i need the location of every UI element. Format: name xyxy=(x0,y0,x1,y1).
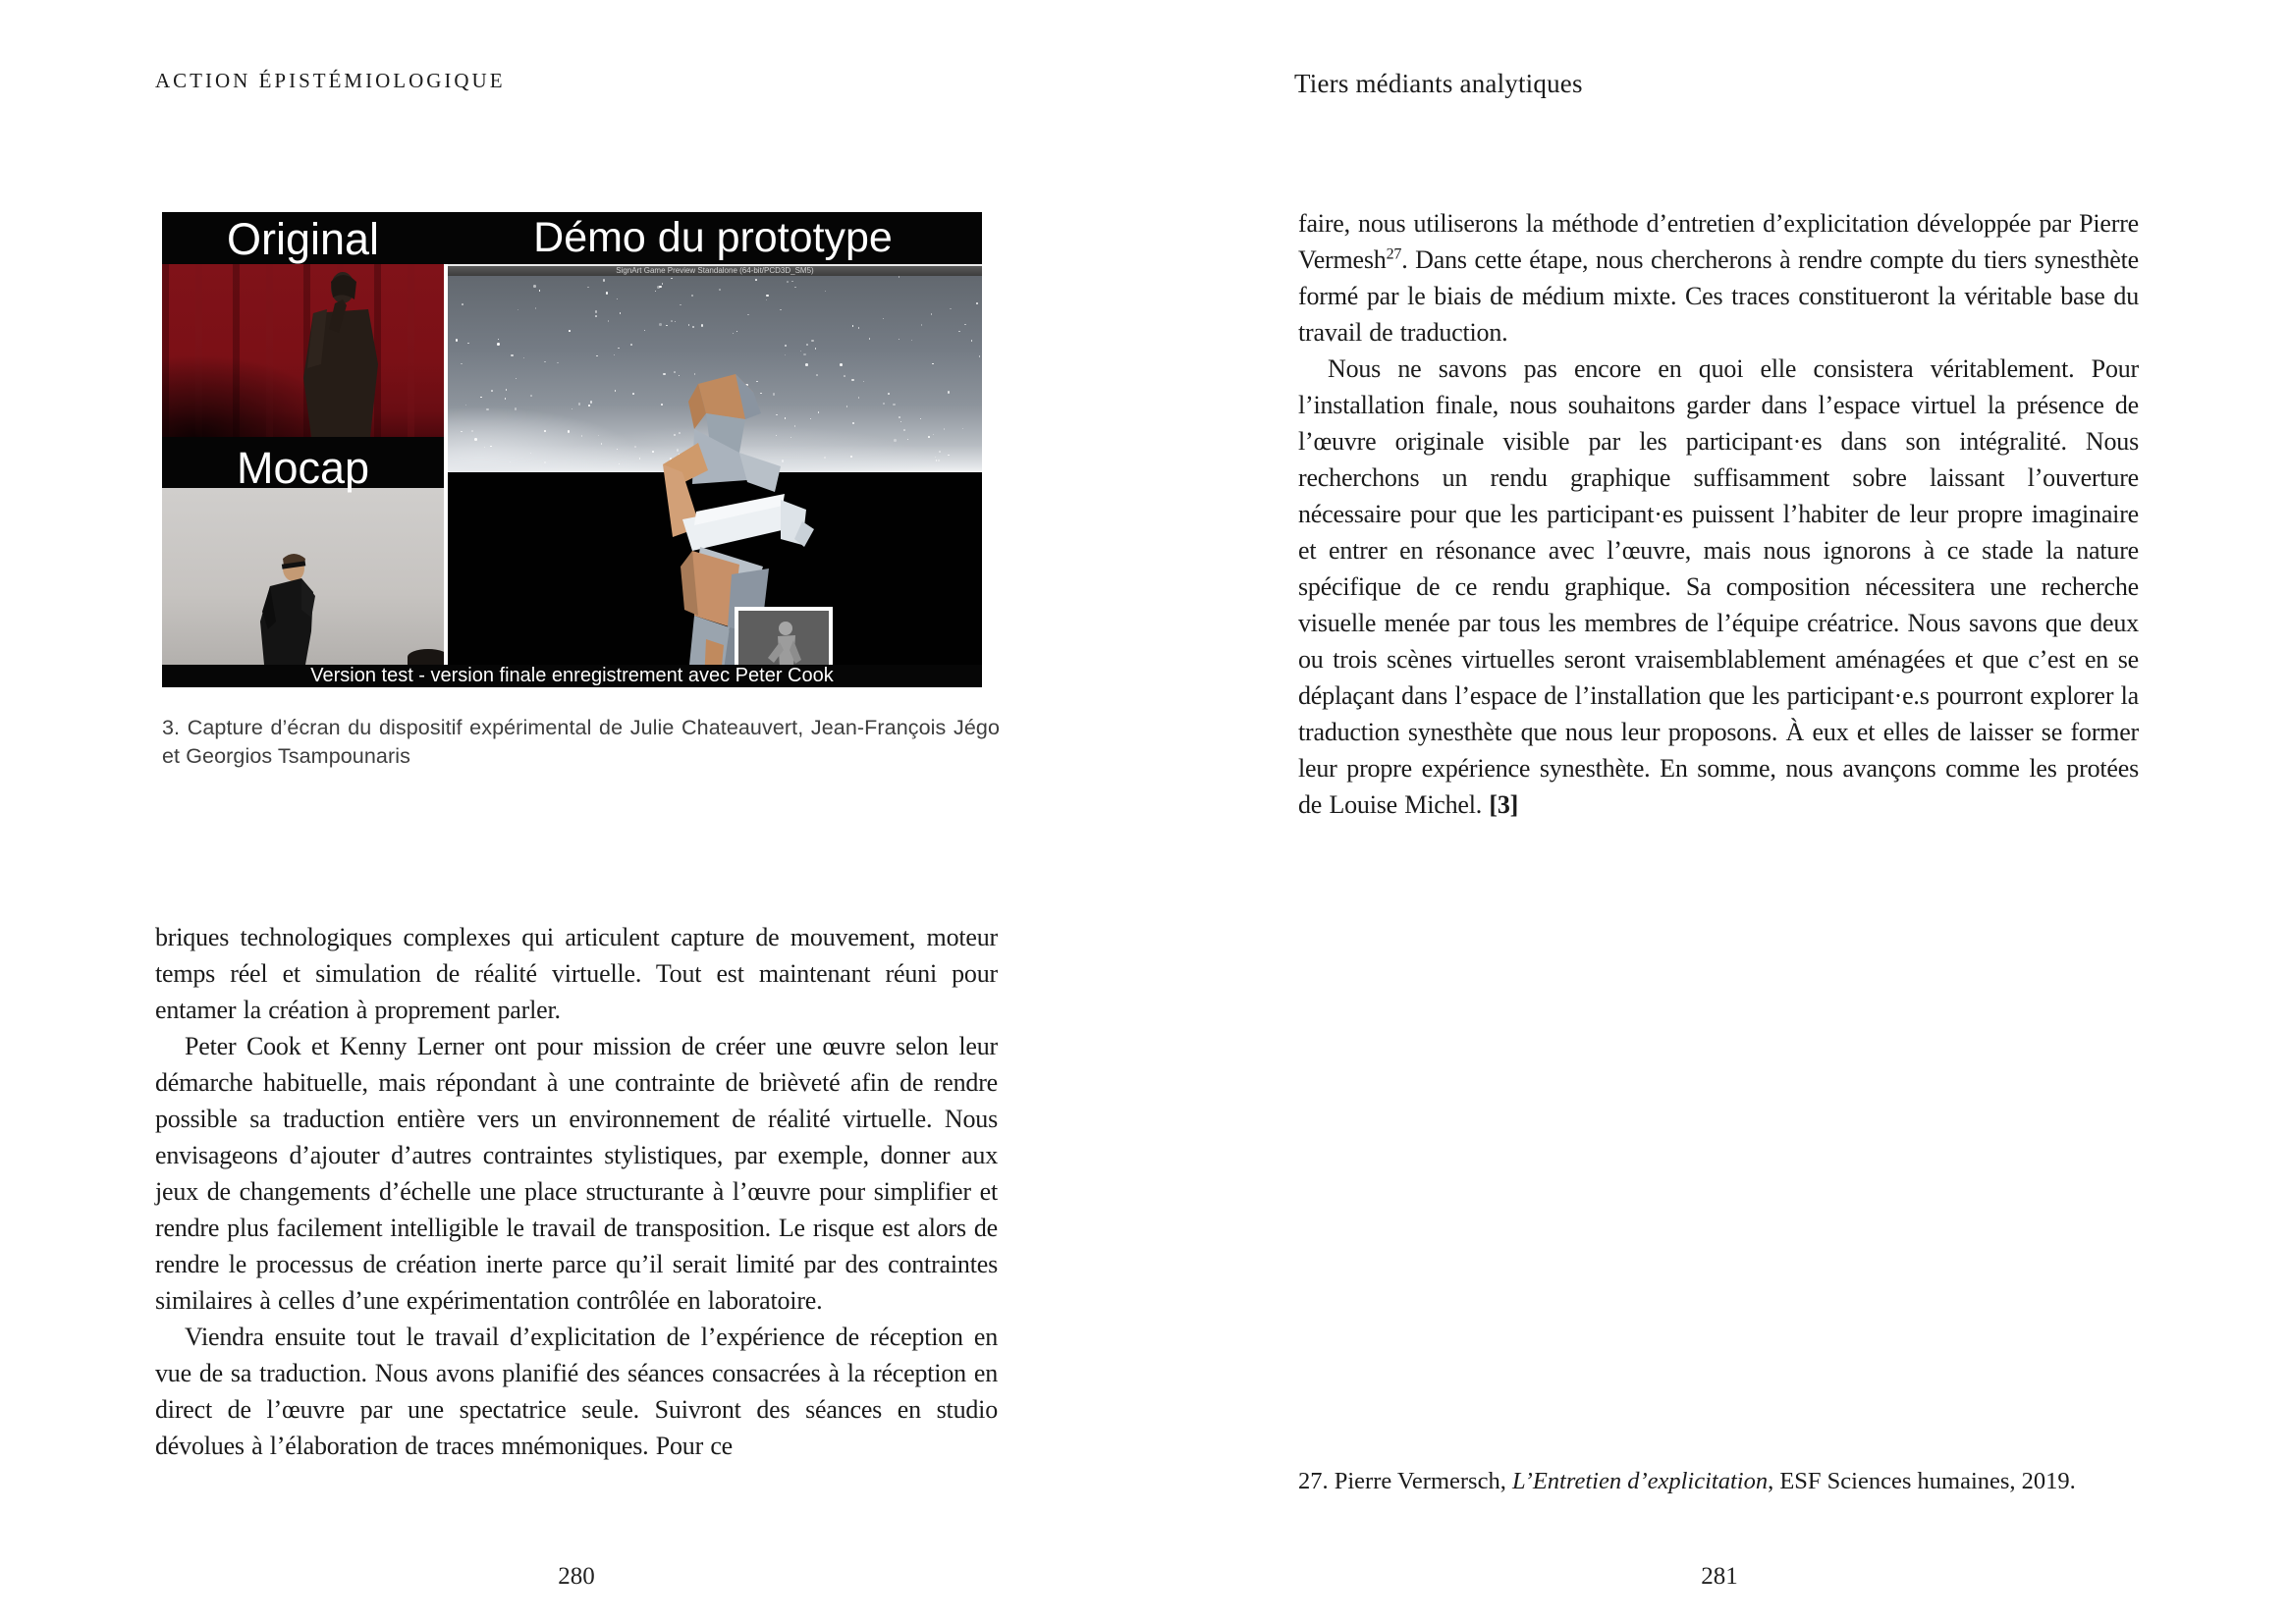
text-segment: . Dans cette étape, nous chercherons à rendre compte du tiers synesthète formé par le biais de médium mixte. Ces traces constitueront la véritable base du travail de traduction. xyxy=(1298,245,2139,347)
figure-caption-bar: Version test - version finale enregistrement avec Peter Cook xyxy=(162,665,982,687)
figure-caption: 3. Capture d’écran du dispositif expérimental de Julie Chateauvert, Jean-François Jégo et Georgios Tsampounaris xyxy=(162,716,1000,768)
paragraph xyxy=(155,1028,998,1319)
paragraph xyxy=(155,919,998,1028)
running-head-right: Tiers médiants analytiques xyxy=(1294,69,1583,98)
running-head-left: ACTION ÉPISTÉMIOLOGIQUE xyxy=(155,69,506,92)
text-segment: 27 xyxy=(1386,245,1402,263)
figure-panel-demo xyxy=(444,264,982,665)
text-segment: L’Entretien d’explicitation xyxy=(1511,1468,1769,1494)
page-number-right: 281 xyxy=(1701,1563,1738,1590)
figure-label-demo: Démo du prototype xyxy=(533,214,893,261)
paragraph xyxy=(1298,351,2139,823)
text-segment: Nous ne savons pas encore en quoi elle consistera véritablement. Pour l’installation finale, nous souhaitons garder dans l’espace virtuel la présence de l’œuvre originale visible par les participant·es dans son intégralité. Nous recherchons un rendu graphique suffisamment sobre laissant l’ouverture nécessaire pour que les participant·es puissent l’habiter de leur propre imaginaire et entrer en résonance avec l’œuvre, mais nous ignorons à ce stade la nature spécifique de ce rendu graphique. Sa composition nécessitera une recherche visuelle menée par tous les membres de l’équipe créatrice. Nous savons que deux ou trois scènes virtuelles seront vraisemblablement aménagées et que c’est en se déplaçant dans l’espace de l’installation que les participant·e.s pourront explorer la traduction synesthète que nous leur proposons. À eux et elles de laisser se former leur propre expérience synesthète. En somme, nous avançons comme les protées de Louise Michel. xyxy=(1298,354,2139,819)
paragraph xyxy=(1298,205,2139,351)
page-number-left: 280 xyxy=(558,1563,595,1590)
text-segment: Peter Cook et Kenny Lerner ont pour mission de créer une œuvre selon leur démarche habituelle, mais répondant à une contrainte de brièveté afin de rendre possible sa traduction entière vers un environnement de réalité virtuelle. Nous envisageons d’ajouter d’autres contraintes stylistiques, par exemple, donner aux jeux de changements d’échelle une place structurante à l’œuvre pour simplifier et rendre plus facilement intelligible le travail de transposition. Le risque est alors de rendre le processus de création inerte parce qu’il serait limité par des contraintes similaires à celles d’une expérimentation contrôlée en laboratoire. xyxy=(155,1032,998,1315)
text-segment: 27. Pierre Vermersch, xyxy=(1298,1468,1512,1494)
figure-label-original: Original xyxy=(226,214,380,264)
figure-label-mocap: Mocap xyxy=(236,443,370,493)
text-segment: , ESF Sciences humaines, 2019. xyxy=(1768,1468,2076,1494)
figure-video-still xyxy=(162,212,982,687)
text-segment: faire, nous utiliserons la méthode d’entretien d’explicitation développée par Pierre Vermesh xyxy=(1298,209,2139,274)
text-column-right xyxy=(1298,205,2139,823)
second-head-silhouette xyxy=(408,649,444,665)
paragraph xyxy=(155,1319,998,1464)
performer-silhouette xyxy=(278,270,406,437)
figure-panel-mocap xyxy=(162,488,444,665)
text-column-left xyxy=(155,919,998,1464)
mocap-performer-silhouette xyxy=(243,553,337,665)
footnote xyxy=(1298,1466,2139,1497)
text-segment: [3] xyxy=(1489,790,1519,819)
text-segment: Viendra ensuite tout le travail d’explicitation de l’expérience de réception en vue de sa traduction. Nous avons planifié des séances consacrées à la réception en direct de l’œuvre par une spectatrice seule. Suivront des séances en studio dévolues à l’élaboration de traces mnémoniques. Pour ce xyxy=(155,1323,998,1460)
figure-panel-original xyxy=(162,264,444,437)
demo-window-titlebar: SignArt Game Preview Standalone (64-bit/PCD3D_SM5) xyxy=(448,264,982,276)
text-segment: briques technologiques complexes qui articulent capture de mouvement, moteur temps réel et simulation de réalité virtuelle. Tout est maintenant réuni pour entamer la création à proprement parler. xyxy=(155,923,998,1024)
